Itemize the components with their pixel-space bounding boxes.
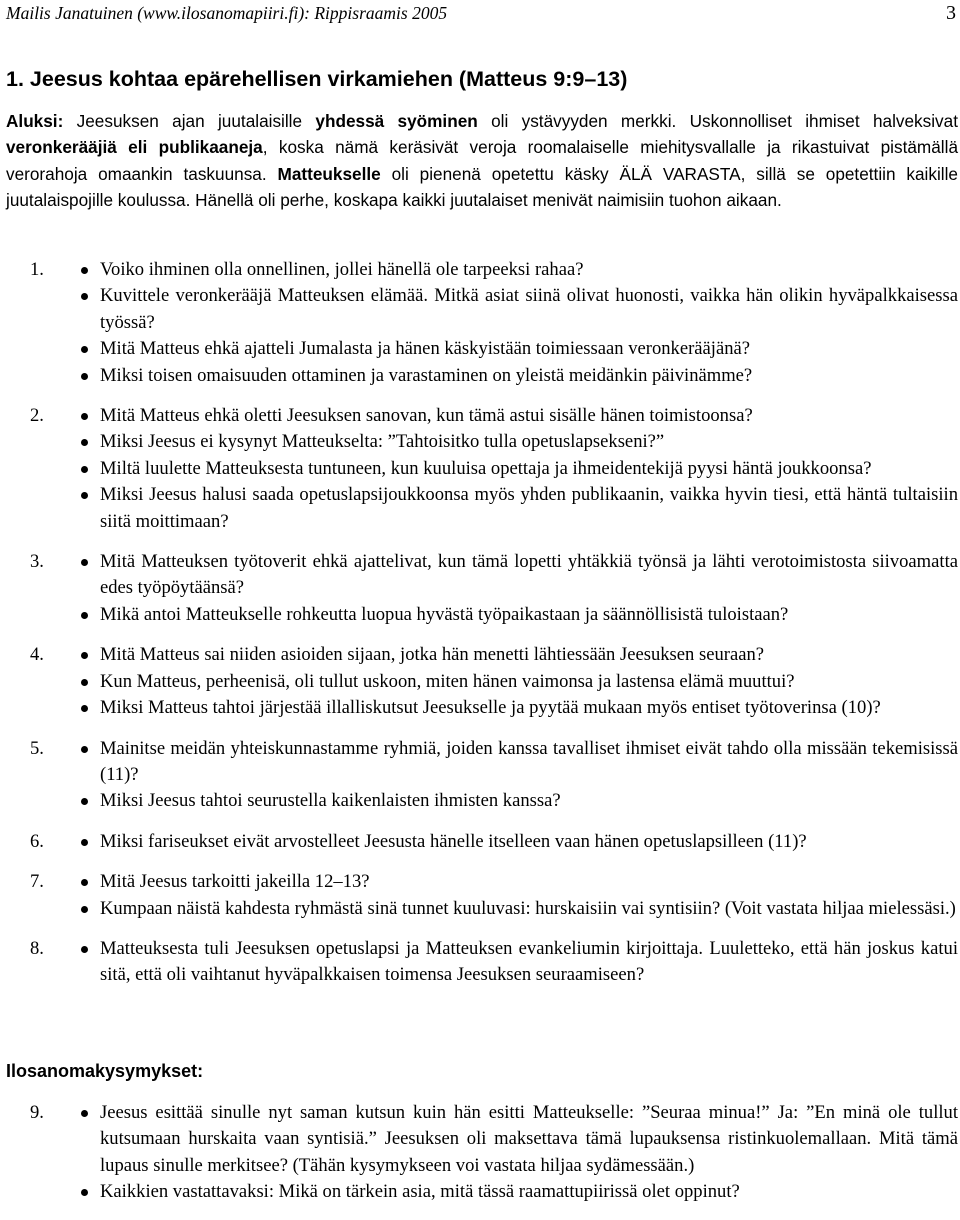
question-text: Miltä luulette Matteuksesta tuntuneen, kun kuuluisa opettaja ja ihmeidentekijä pyysi häntä joukkoonsa? xyxy=(100,457,872,479)
question-text: Jeesus esittää sinulle nyt saman kutsun kuin hän esitti Matteukselle: ”Seuraa minua!” Ja: ”En minä ole tullut kutsumaan hurskaita vaan syntisiä.” Jeesuksen oli maksettava tämä lupauksensa ristinkuolemallaan. Mitä tämä lupaus sinulle merkitsee? (Tähän kysymykseen voi vastata hiljaa sydämessään.) xyxy=(100,1102,958,1176)
question-number: 7. xyxy=(30,871,44,893)
question-text: Mikä antoi Matteukselle rohkeutta luopua hyvästä työpaikastaan ja säännöllisistä tuloistaan? xyxy=(100,603,789,625)
intro-paragraph xyxy=(6,108,958,214)
bullet-icon xyxy=(81,679,88,686)
intro-text: Jeesuksen ajan juutalaisille xyxy=(63,111,316,131)
page-header xyxy=(6,2,958,24)
question-group xyxy=(6,736,958,815)
question-group xyxy=(6,869,958,922)
question-text: Mitä Matteus ehkä ajatteli Jumalasta ja hänen käskyistään toimiessaan veronkerääjänä? xyxy=(100,338,751,360)
intro-lead: Aluksi: xyxy=(6,111,64,131)
bullet-icon xyxy=(81,1189,88,1196)
bullet-icon xyxy=(81,439,88,446)
question-text: Miksi Jeesus tahtoi seurustella kaikenlaisten ihmisten kanssa? xyxy=(100,790,561,812)
question-text: Mitä Matteus ehkä oletti Jeesuksen sanovan, kun tämä astui sisälle hänen toimistoonsa? xyxy=(100,405,753,427)
bullet-icon xyxy=(81,946,88,953)
question-group xyxy=(6,549,958,628)
question-number: 5. xyxy=(30,737,44,759)
question-number: 3. xyxy=(30,551,44,573)
question-group xyxy=(6,1100,958,1206)
bullet-icon xyxy=(81,798,88,805)
intro-text: oli ystävyyden merkki. Uskonnolliset ihmiset halveksivat xyxy=(477,111,958,131)
question-text: Kun Matteus, perheenisä, oli tullut uskoon, miten hänen vaimonsa ja lastensa elämä muuttui? xyxy=(100,670,795,692)
intro-bold-term: yhdessä syöminen xyxy=(315,111,478,131)
section-heading: Ilosanomakysymykset: xyxy=(6,1061,204,1081)
bullet-icon xyxy=(81,346,88,353)
question-text: Miksi toisen omaisuuden ottaminen ja varastaminen on yleistä meidänkin päivinämme? xyxy=(100,364,753,386)
question-number: 4. xyxy=(30,644,44,666)
question-text: Miksi Jeesus ei kysynyt Matteukselta: ”Tahtoisitko tulla opetuslapsekseni?” xyxy=(100,431,665,453)
question-item xyxy=(6,695,958,721)
gospel-question-list xyxy=(6,1100,958,1220)
section-title: 1. Jeesus kohtaa epärehellisen virkamiehen (Matteus 9:9–13) xyxy=(6,67,628,91)
bullet-icon xyxy=(81,906,88,913)
question-group xyxy=(6,257,958,389)
question-number: 9. xyxy=(30,1102,44,1123)
bullet-icon xyxy=(81,705,88,712)
question-group xyxy=(6,642,958,721)
question-text: Mitä Matteuksen työtoverit ehkä ajattelivat, kun tämä lopetti yhtäkkiä työnsä ja lähti verotoimistosta siivoamatta edes työpöytäänsä? xyxy=(100,551,958,599)
question-item xyxy=(6,549,958,602)
bullet-icon xyxy=(81,413,88,420)
question-number: 2. xyxy=(30,405,44,427)
intro-bold-term: Matteukselle xyxy=(277,163,381,184)
question-text: Matteuksesta tuli Jeesuksen opetuslapsi ja Matteuksen evankeliumin kirjoittaja. Luuletteko, että hän joskus katui sitä, että oli vaihtanut hyväpalkkaisen toimensa Jeesuksen seuraamiseen? xyxy=(100,937,958,986)
question-item xyxy=(6,403,958,429)
question-item xyxy=(6,736,958,789)
question-number: 1. xyxy=(30,259,44,280)
question-number: 6. xyxy=(30,830,44,852)
question-text: Kaikkien vastattavaksi: Mikä on tärkein asia, mitä tässä raamattupiirissä olet oppinut? xyxy=(100,1181,740,1203)
bullet-icon xyxy=(81,612,88,619)
question-item xyxy=(6,642,958,668)
question-item xyxy=(6,429,958,455)
bullet-icon xyxy=(81,267,88,274)
question-item xyxy=(6,869,958,895)
question-group xyxy=(6,936,958,989)
bullet-icon xyxy=(81,746,88,753)
question-item xyxy=(6,283,958,336)
bullet-icon xyxy=(81,559,88,566)
question-item xyxy=(6,829,958,855)
intro-bold-term: veronkerääjiä eli publikaaneja xyxy=(6,137,263,158)
bullet-icon xyxy=(81,839,88,846)
bullet-icon xyxy=(81,293,88,300)
question-item xyxy=(6,1179,958,1205)
question-text: Mitä Jeesus tarkoitti jakeilla 12–13? xyxy=(100,871,370,893)
question-group xyxy=(6,403,958,535)
question-item xyxy=(6,336,958,362)
bullet-icon xyxy=(81,492,88,499)
question-list xyxy=(6,257,958,1003)
question-text: Voiko ihminen olla onnellinen, jollei hänellä ole tarpeeksi rahaa? xyxy=(100,259,584,280)
question-item xyxy=(6,257,958,283)
question-group xyxy=(6,829,958,855)
question-item xyxy=(6,482,958,535)
question-number: 8. xyxy=(30,937,44,959)
question-text: Kumpaan näistä kahdesta ryhmästä sinä tunnet kuuluvasi: hurskaisiin vai syntisiin? (Voit vastata hiljaa mielessäsi.) xyxy=(100,897,956,919)
bullet-icon xyxy=(81,879,88,886)
question-text: Miksi Matteus tahtoi järjestää illalliskutsut Jeesukselle ja pyytää mukaan myös entiset työtoverinsa (10)? xyxy=(100,697,881,719)
question-text: Mainitse meidän yhteiskunnastamme ryhmiä, joiden kanssa tavalliset ihmiset eivät tahdo olla missään tekemisissä (11)? xyxy=(100,737,958,785)
question-item xyxy=(6,788,958,814)
bullet-icon xyxy=(81,373,88,380)
intro-text: oli pienenä opetettu käsky ÄLÄ VARASTA, sillä se opetettiin kaikille juutalaispojille koulussa. Hänellä oli perhe, koskapa kaikki juutalaiset menivät naimisiin tuohon aikaan. xyxy=(6,163,958,211)
question-item xyxy=(6,936,958,989)
question-item xyxy=(6,1100,958,1179)
question-item xyxy=(6,456,958,482)
question-text: Kuvittele veronkerääjä Matteuksen elämää. Mitkä asiat siinä olivat huonosti, vaikka hän olikin hyväpalkkaisessa työssä? xyxy=(100,285,958,333)
page-number: 3 xyxy=(946,2,956,24)
bullet-icon xyxy=(81,652,88,659)
header-source: Mailis Janatuinen (www.ilosanomapiiri.fi): Rippisraamis 2005 xyxy=(6,3,448,23)
intro-text: , koska nämä keräsivät veroja roomalaiselle miehitysvallalle ja rikastuivat pistämällä verorahoja omaankin taskuunsa. xyxy=(6,137,958,184)
bullet-icon xyxy=(81,466,88,473)
question-text: Miksi Jeesus halusi saada opetuslapsijoukkoonsa myös yhden publikaanin, vaikka hyvin tiesi, että häntä tultaisiin siitä moittimaan? xyxy=(100,484,958,532)
question-text: Miksi fariseukset eivät arvostelleet Jeesusta hänelle itselleen vaan hänen opetuslapsilleen (11)? xyxy=(100,830,807,852)
question-item xyxy=(6,896,958,922)
question-item xyxy=(6,669,958,695)
question-text: Mitä Matteus sai niiden asioiden sijaan, jotka hän menetti lähtiessään Jeesuksen seuraan? xyxy=(100,644,765,666)
question-item xyxy=(6,602,958,628)
question-item xyxy=(6,363,958,389)
bullet-icon xyxy=(81,1110,88,1117)
